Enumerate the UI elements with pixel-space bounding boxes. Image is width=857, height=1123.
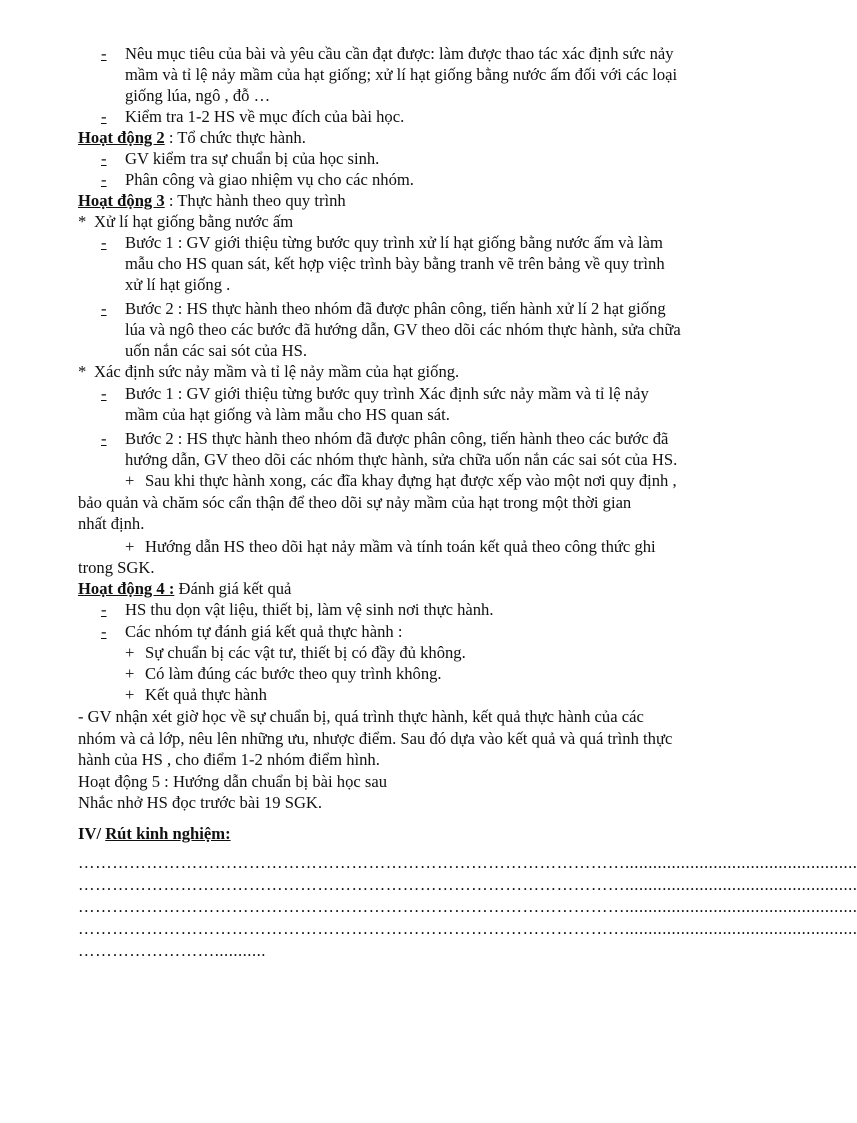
activity-title: Hoạt động 4 : xyxy=(78,579,175,598)
bullet-text: Kiểm tra 1-2 HS về mục đích của bài học. xyxy=(125,107,405,126)
bullet-text: Nêu mục tiêu của bài và yêu cầu cần đạt được: làm được thao tác xác định sức nảy xyxy=(125,44,674,63)
dash-marker: - xyxy=(101,299,107,318)
section-number: IV/ xyxy=(78,824,106,843)
dash-marker: - xyxy=(101,233,107,252)
plus-marker: + xyxy=(125,664,135,683)
bullet-continuation: mầm của hạt giống và làm mẫu cho HS quan sát. xyxy=(125,405,450,424)
bullet-continuation: giống lúa, ngô , đỗ … xyxy=(125,86,271,105)
activity-4-heading xyxy=(78,578,291,599)
bullet-check-students xyxy=(101,106,404,127)
bullet-text: Bước 1 : GV giới thiệu từng bước quy trình xử lí hạt giống bằng nước ấm và làm xyxy=(125,233,663,252)
bullet-text: GV kiểm tra sự chuẩn bị của học sinh. xyxy=(125,149,380,168)
bullet-objectives xyxy=(101,43,674,64)
paragraph-continuation: nhất định. xyxy=(78,514,145,533)
bullet-cleanup xyxy=(101,599,494,620)
bullet-continuation: lúa và ngô theo các bước đã hướng dẫn, GV theo dõi các nhóm thực hành, sửa chữa xyxy=(125,320,681,339)
bullet-step-1 xyxy=(101,383,649,404)
bullet-continuation: mầm và tỉ lệ nảy mầm của hạt giống; xử lí hạt giống bằng nước ấm đối với các loại xyxy=(125,65,678,84)
plus-text: Có làm đúng các bước theo quy trình không. xyxy=(145,664,442,683)
asterisk-marker: * xyxy=(78,362,87,381)
plus-marker: + xyxy=(125,643,135,662)
plus-item-after-practice xyxy=(125,470,677,491)
bullet-text: Bước 2 : HS thực hành theo nhóm đã được phân công, tiến hành xử lí 2 hạt giống xyxy=(125,299,666,318)
activity-2-heading xyxy=(78,127,306,148)
subsection-title: Xử lí hạt giống bằng nước ấm xyxy=(94,212,294,231)
dotted-answer-line: …………………………………………………………………………………….................................................. xyxy=(78,853,857,872)
section-4-heading xyxy=(78,823,231,844)
dotted-answer-line: ……………………........... xyxy=(78,941,266,960)
dash-marker: - xyxy=(101,44,107,63)
bullet-text: HS thu dọn vật liệu, thiết bị, làm vệ sinh nơi thực hành. xyxy=(125,600,494,619)
activity-title: Hoạt động 2 xyxy=(78,128,165,147)
dash-marker: - xyxy=(101,622,107,641)
plus-text: Hướng dẫn HS theo dõi hạt nảy mầm và tính toán kết quả theo công thức ghi xyxy=(145,537,656,556)
bullet-assign-groups xyxy=(101,169,414,190)
subsection-title: Xác định sức nảy mầm và tỉ lệ nảy mầm của hạt giống. xyxy=(94,362,460,381)
plus-item-procedure xyxy=(125,663,442,684)
plus-item-guide xyxy=(125,536,656,557)
dash-marker: - xyxy=(101,149,107,168)
bullet-step-2 xyxy=(101,428,668,449)
bullet-continuation: hướng dẫn, GV theo dõi các nhóm thực hành, sửa chữa uốn nắn các sai sót của HS. xyxy=(125,450,678,469)
bullet-text: Bước 1 : GV giới thiệu từng bước quy trình Xác định sức nảy mầm và tỉ lệ nảy xyxy=(125,384,649,403)
bullet-continuation: uốn nắn các sai sót của HS. xyxy=(125,341,308,360)
dash-marker: - xyxy=(101,384,107,403)
paragraph-continuation: bảo quản và chăm sóc cẩn thận để theo dõi sự nảy mầm của hạt trong một thời gian xyxy=(78,493,632,512)
activity-3-heading xyxy=(78,190,346,211)
paragraph-continuation: trong SGK. xyxy=(78,558,155,577)
bullet-step-1 xyxy=(101,232,663,253)
bullet-step-2 xyxy=(101,298,666,319)
dotted-answer-line: …………………………………………………………………………………….................................................. xyxy=(78,897,857,916)
teacher-review-paragraph: - GV nhận xét giờ học về sự chuẩn bị, quá trình thực hành, kết quả thực hành của các xyxy=(78,707,644,726)
plus-marker: + xyxy=(125,685,135,704)
bullet-text: Bước 2 : HS thực hành theo nhóm đã được phân công, tiến hành theo các bước đã xyxy=(125,429,669,448)
dotted-answer-line: …………………………………………………………………………………….................................................. xyxy=(78,875,857,894)
activity-5-line: Hoạt động 5 : Hướng dẫn chuẩn bị bài học sau xyxy=(78,772,388,791)
activity-subtitle: : Thực hành theo quy trình xyxy=(164,191,346,210)
subsection-seed-treatment xyxy=(78,211,293,232)
plus-item-preparation xyxy=(125,642,466,663)
asterisk-marker: * xyxy=(78,212,87,231)
plus-marker: + xyxy=(125,471,135,490)
dash-marker: - xyxy=(101,170,107,189)
plus-marker: + xyxy=(125,537,135,556)
reminder-line: Nhắc nhở HS đọc trước bài 19 SGK. xyxy=(78,793,323,812)
bullet-self-evaluate xyxy=(101,621,402,642)
dash-marker: - xyxy=(101,600,107,619)
bullet-continuation: xử lí hạt giống . xyxy=(125,275,231,294)
activity-subtitle: : Tổ chức thực hành. xyxy=(164,128,306,147)
activity-title: Hoạt động 3 xyxy=(78,191,165,210)
bullet-gv-check xyxy=(101,148,379,169)
subsection-germination xyxy=(78,361,459,382)
section-title: Rút kinh nghiệm: xyxy=(105,824,231,843)
dash-marker: - xyxy=(101,429,107,448)
activity-subtitle: Đánh giá kết quả xyxy=(174,579,292,598)
dotted-answer-line: …………………………………………………………………………………….................................................. xyxy=(78,919,857,938)
dash-marker: - xyxy=(101,107,107,126)
plus-text: Sự chuẩn bị các vật tư, thiết bị có đầy đủ không. xyxy=(145,643,466,662)
paragraph-continuation: nhóm và cả lớp, nêu lên những ưu, nhược điểm. Sau đó dựa vào kết quả và quá trình thực xyxy=(78,729,673,748)
plus-text: Kết quả thực hành xyxy=(145,685,267,704)
bullet-text: Phân công và giao nhiệm vụ cho các nhóm. xyxy=(125,170,414,189)
plus-item-result xyxy=(125,684,267,705)
paragraph-continuation: hành của HS , cho điểm 1-2 nhóm điểm hình. xyxy=(78,750,380,769)
bullet-text: Các nhóm tự đánh giá kết quả thực hành : xyxy=(125,622,403,641)
bullet-continuation: mẫu cho HS quan sát, kết hợp việc trình bày bằng tranh vẽ trên bảng về quy trình xyxy=(125,254,665,273)
plus-text: Sau khi thực hành xong, các đĩa khay đựng hạt được xếp vào một nơi quy định , xyxy=(145,471,677,490)
